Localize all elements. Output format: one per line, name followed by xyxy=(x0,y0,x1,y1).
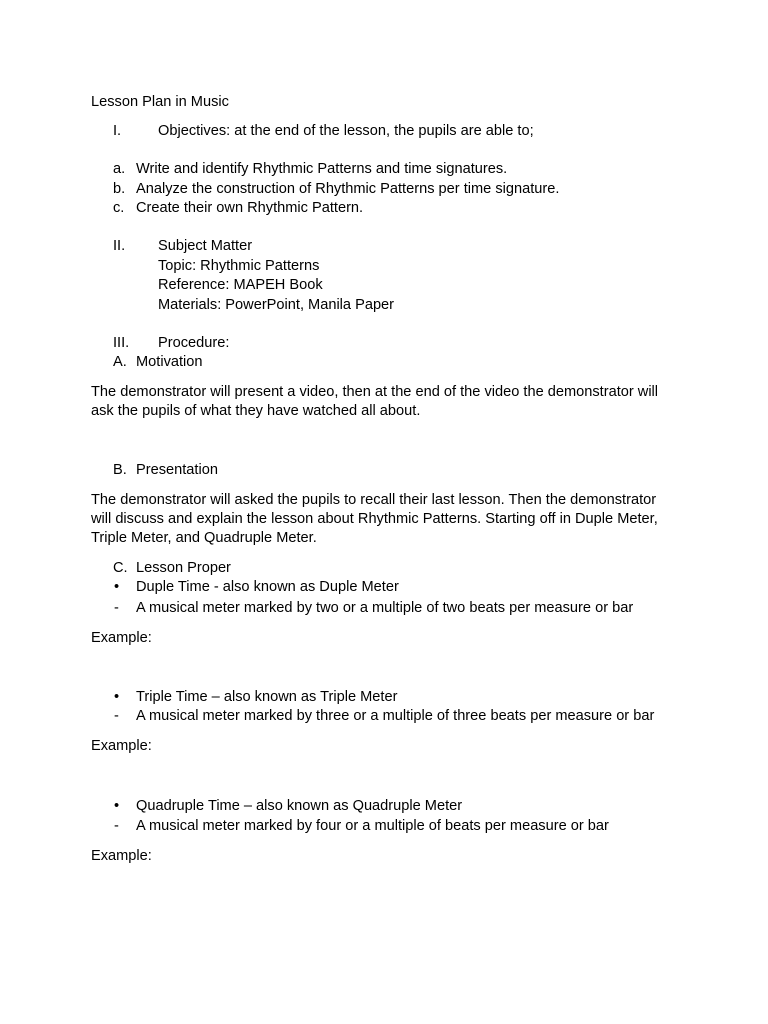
procedure-marker-a: A. xyxy=(113,354,127,370)
presentation-paragraph-line: The demonstrator will asked the pupils to recall their last lesson. Then the demonstrator xyxy=(91,492,657,508)
example-label: Example: xyxy=(91,848,152,864)
procedure-marker-c: C. xyxy=(113,560,128,576)
dash-marker: - xyxy=(114,708,119,724)
meter-definition: A musical meter marked by three or a multiple of three beats per measure or bar xyxy=(136,708,655,724)
subject-reference: Reference: MAPEH Book xyxy=(158,277,323,293)
bullet-icon: • xyxy=(114,689,120,705)
meter-definition: A musical meter marked by two or a multiple of two beats per measure or bar xyxy=(136,600,634,616)
meter-name: Triple Time – also known as Triple Meter xyxy=(136,689,398,705)
dash-marker: - xyxy=(114,600,119,616)
motivation-label: Motivation xyxy=(136,354,203,370)
objective-marker-a: a. xyxy=(113,161,126,177)
dash-marker: - xyxy=(114,818,119,834)
procedure-heading: Procedure: xyxy=(158,335,230,351)
bullet-icon: • xyxy=(114,579,120,595)
presentation-paragraph-line: will discuss and explain the lesson about Rhythmic Patterns. Starting off in Duple Meter, xyxy=(91,511,658,527)
objectives-heading: Objectives: at the end of the lesson, the pupils are able to; xyxy=(158,123,534,139)
section-numeral-1: I. xyxy=(113,123,122,139)
presentation-paragraph-line: Triple Meter, and Quadruple Meter. xyxy=(91,530,317,546)
objective-item: Write and identify Rhythmic Patterns and time signatures. xyxy=(136,161,508,177)
procedure-marker-b: B. xyxy=(113,462,127,478)
subject-materials: Materials: PowerPoint, Manila Paper xyxy=(158,297,395,313)
meter-definition: A musical meter marked by four or a multiple of beats per measure or bar xyxy=(136,818,609,834)
presentation-label: Presentation xyxy=(136,462,218,478)
example-label: Example: xyxy=(91,630,152,646)
section-numeral-3: III. xyxy=(113,335,130,351)
subject-topic: Topic: Rhythmic Patterns xyxy=(158,258,320,274)
section-numeral-2: II. xyxy=(113,238,126,254)
lesson-proper-label: Lesson Proper xyxy=(136,560,231,576)
motivation-paragraph-line: ask the pupils of what they have watched all about. xyxy=(91,403,421,419)
example-label: Example: xyxy=(91,738,152,754)
meter-name: Duple Time - also known as Duple Meter xyxy=(136,579,399,595)
subject-matter-heading: Subject Matter xyxy=(158,238,253,254)
objective-item: Analyze the construction of Rhythmic Patterns per time signature. xyxy=(136,181,560,197)
objective-marker-c: c. xyxy=(113,200,125,216)
bullet-icon: • xyxy=(114,798,120,814)
objective-marker-b: b. xyxy=(113,181,126,197)
objective-item: Create their own Rhythmic Pattern. xyxy=(136,200,364,216)
meter-name: Quadruple Time – also known as Quadruple Meter xyxy=(136,798,463,814)
motivation-paragraph-line: The demonstrator will present a video, then at the end of the video the demonstrator will xyxy=(91,384,659,400)
document-title: Lesson Plan in Music xyxy=(91,94,229,110)
